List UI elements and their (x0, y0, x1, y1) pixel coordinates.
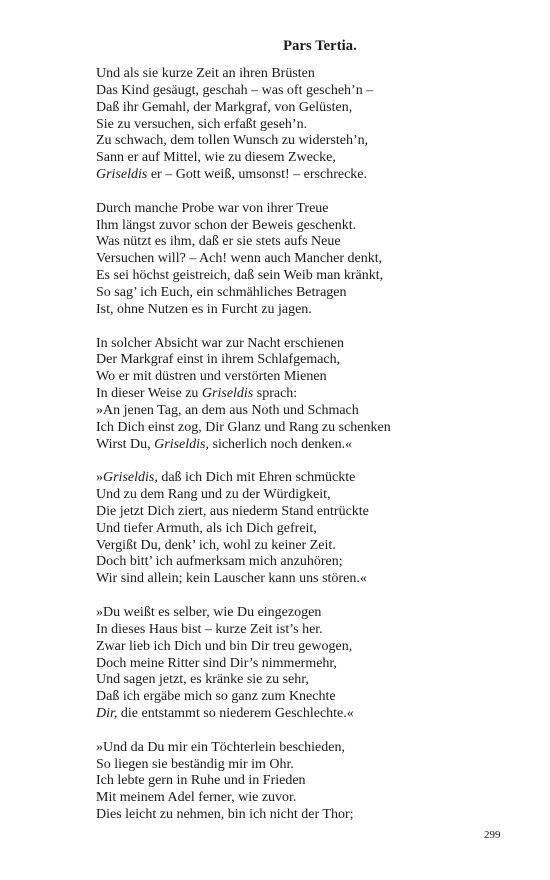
verse-text: Dies leicht zu nehmen, bin ich nicht der Thor; (96, 807, 354, 823)
verse-line (96, 167, 516, 184)
verse-line (96, 234, 516, 251)
verse-text: Sie zu versuchen, sich erfaßt geseh’n. (96, 116, 308, 132)
verse-text: »Du weißt es selber, wie Du eingezogen (96, 605, 322, 620)
verse-line (96, 487, 516, 504)
italic-name: Griseldis, (103, 470, 158, 486)
verse-line (96, 656, 516, 673)
poem-body (96, 66, 516, 841)
stanza (96, 740, 516, 824)
verse-line (96, 521, 516, 538)
verse-line (96, 437, 516, 454)
stanza (96, 66, 516, 184)
verse-line (96, 571, 516, 588)
verse-line (96, 773, 516, 790)
page-title: Pars Tertia. (283, 38, 357, 54)
verse-line (96, 689, 516, 706)
verse-line (96, 83, 516, 100)
verse-line (96, 605, 516, 622)
page-number: 299 (484, 829, 501, 841)
verse-text: In dieses Haus bist – kurze Zeit ist’s her. (96, 621, 323, 637)
verse-line (96, 150, 516, 167)
verse-text: sprach: (253, 386, 298, 402)
verse-text: daß ich Dich mit Ehren schmückte (157, 470, 356, 486)
verse-text: Und sagen jetzt, es kränke sie zu sehr, (96, 672, 309, 688)
verse-line (96, 403, 516, 420)
verse-text: Der Markgraf einst in ihrem Schlafgemach, (96, 352, 341, 368)
verse-text: sicherlich noch denken.« (209, 436, 353, 452)
verse-text: Zwar lieb ich Dich und bin Dir treu gewogen, (96, 638, 353, 654)
italic-name: Griseldis, (154, 436, 209, 452)
verse-text: » (96, 470, 103, 486)
verse-line (96, 285, 516, 302)
verse-text: In dieser Weise zu (96, 386, 202, 402)
verse-line (96, 268, 516, 285)
verse-text: Und tiefer Armuth, als ich Dich gefreit, (96, 520, 317, 536)
verse-text: Das Kind gesäugt, geschah – was oft gescheh’n – (96, 82, 374, 98)
verse-text: Durch manche Probe war von ihrer Treue (96, 200, 329, 216)
verse-text: Ich lebte gern in Ruhe und in Frieden (96, 773, 306, 789)
italic-name: Dir, (96, 706, 118, 722)
verse-text: Es sei höchst geistreich, daß sein Weib man kränkt, (96, 268, 384, 284)
verse-line (96, 369, 516, 386)
verse-text: Mit meinem Adel ferner, wie zuvor. (96, 790, 297, 806)
verse-line (96, 66, 516, 83)
verse-text: Daß ich ergäbe mich so ganz zum Knechte (96, 689, 336, 705)
verse-text: Wirst Du, (96, 436, 155, 452)
verse-line (96, 740, 516, 757)
verse-text: Versuchen will? – Ach! wenn auch Mancher denkt, (96, 251, 383, 267)
verse-text: Wir sind allein; kein Lauscher kann uns stören.« (96, 571, 367, 587)
verse-line (96, 218, 516, 235)
verse-line (96, 133, 516, 150)
verse-line (96, 302, 516, 319)
verse-text: Wo er mit düstren und verstörten Mienen (96, 369, 327, 385)
verse-text: Ihm längst zuvor schon der Beweis geschenkt. (96, 217, 357, 233)
verse-text: er – Gott weiß, umsonst! – erschrecke. (147, 167, 368, 183)
verse-line (96, 420, 516, 437)
verse-line (96, 352, 516, 369)
stanza (96, 201, 516, 319)
verse-text: So sag’ ich Euch, ein schmähliches Betragen (96, 284, 347, 300)
verse-line (96, 251, 516, 268)
verse-line (96, 386, 516, 403)
verse-text: Ist, ohne Nutzen es in Furcht zu jagen. (96, 301, 312, 317)
verse-text: Was nützt es ihm, daß er sie stets aufs Neue (96, 234, 341, 250)
verse-line (96, 672, 516, 689)
verse-text: Zu schwach, dem tollen Wunsch zu widersteh’n, (96, 133, 369, 149)
verse-text: Und zu dem Rang und zu der Würdigkeit, (96, 487, 331, 503)
verse-text: »An jenen Tag, an dem aus Noth und Schmach (96, 402, 359, 418)
verse-line (96, 622, 516, 639)
verse-line (96, 706, 516, 723)
verse-line (96, 504, 516, 521)
verse-text: Sann er auf Mittel, wie zu diesem Zwecke, (96, 150, 336, 166)
verse-line (96, 807, 516, 824)
verse-line (96, 554, 516, 571)
verse-text: Ich Dich einst zog, Dir Glanz und Rang zu schenken (96, 419, 391, 435)
verse-text: So liegen sie beständig mir im Ohr. (96, 756, 294, 772)
verse-text: Doch bitt’ ich aufmerksam mich anzuhören; (96, 554, 343, 570)
verse-text: »Und da Du mir ein Töchterlein beschieden, (96, 739, 345, 755)
verse-text: die entstammt so niederem Geschlechte.« (117, 706, 354, 722)
verse-line (96, 117, 516, 134)
verse-line (96, 100, 516, 117)
verse-line (96, 790, 516, 807)
stanza (96, 605, 516, 723)
verse-text: Und als sie kurze Zeit an ihren Brüsten (96, 66, 315, 81)
italic-name: Griseldis (201, 386, 254, 402)
stanza (96, 470, 516, 588)
verse-line (96, 757, 516, 774)
stanza (96, 336, 516, 454)
verse-text: Vergißt Du, denk’ ich, wohl zu keiner Zeit. (96, 537, 336, 553)
verse-line (96, 470, 516, 487)
verse-text: In solcher Absicht war zur Nacht erschienen (96, 335, 345, 351)
verse-line (96, 538, 516, 555)
verse-text: Die jetzt Dich ziert, aus niederm Stand entrückte (96, 503, 369, 519)
verse-text: Daß ihr Gemahl, der Markgraf, von Gelüsten, (96, 99, 353, 115)
italic-name: Griseldis (96, 167, 148, 183)
verse-line (96, 639, 516, 656)
verse-line (96, 201, 516, 218)
verse-line (96, 336, 516, 353)
verse-text: Doch meine Ritter sind Dir’s nimmermehr, (96, 655, 338, 671)
